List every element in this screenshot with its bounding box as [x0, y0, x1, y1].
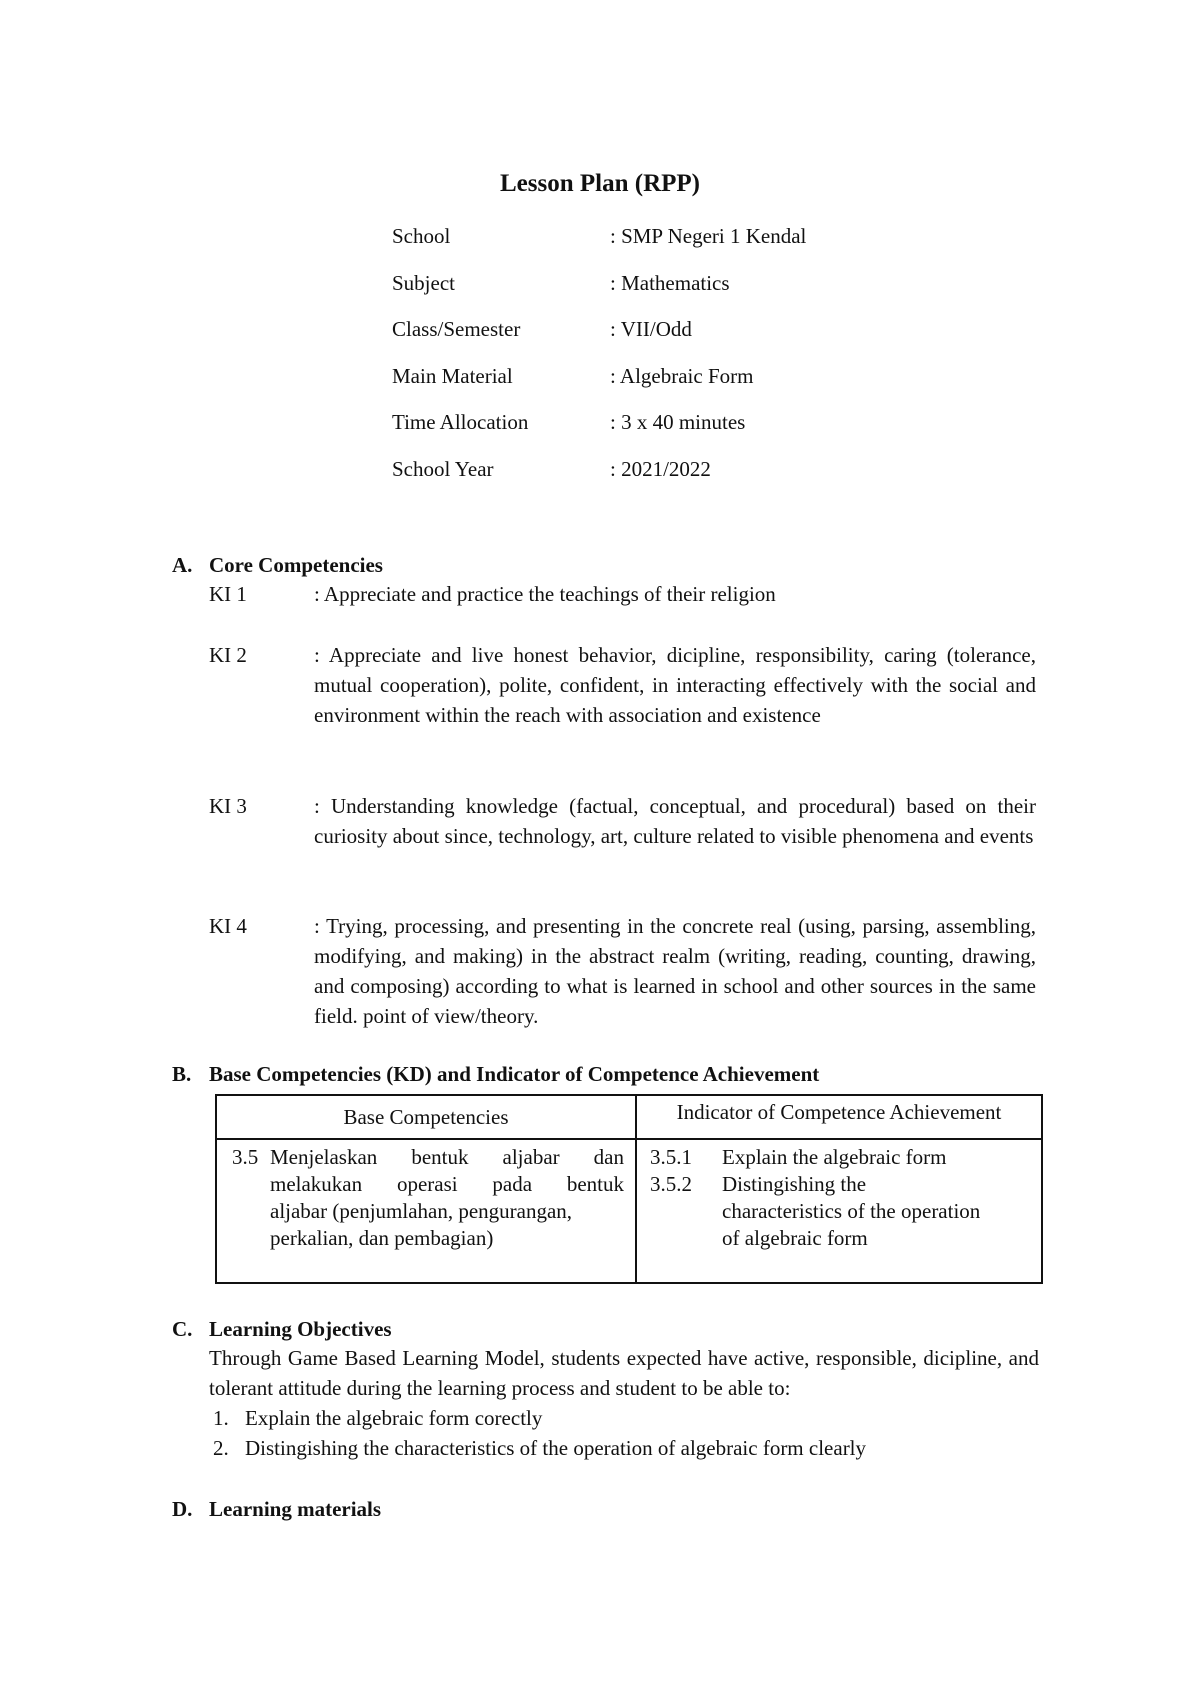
- base-competency-cell: [216, 1139, 636, 1283]
- table-header-base: Base Competencies: [216, 1095, 636, 1139]
- info-label: School Year: [392, 456, 494, 481]
- lesson-info: [392, 224, 1092, 503]
- info-row-school: [392, 224, 1092, 271]
- ki-text: : Appreciate and live honest behavior, dicipline, responsibility, caring (tolerance, mutual cooperation), polite, confident, in interacting effectively with the social and environment within the reach with association and existence: [314, 643, 1036, 727]
- ki-text: : Appreciate and practice the teachings of their religion: [314, 582, 776, 606]
- section-b-title: Base Competencies (KD) and Indicator of Competence Achievement: [209, 1062, 820, 1086]
- section-c-title: Learning Objectives: [209, 1317, 392, 1341]
- section-a-title: Core Competencies: [209, 553, 383, 577]
- info-value: : VII/Odd: [610, 317, 692, 341]
- indicator-cell: [636, 1139, 1042, 1283]
- ki-text: : Understanding knowledge (factual, conceptual, and procedural) based on their curiosity about since, technology, art, culture related to visible phenomena and events: [314, 794, 1036, 848]
- table-header-indicator: Indicator of Competence Achievement: [636, 1095, 1042, 1139]
- table-row: [216, 1139, 1042, 1283]
- info-value: : Mathematics: [610, 270, 730, 295]
- info-row-year: [392, 457, 1092, 504]
- list-text: Explain the algebraic form corectly: [245, 1406, 543, 1430]
- info-value: : 3 x 40 minutes: [610, 410, 746, 434]
- base-line: perkalian, dan pembagian): [270, 1226, 494, 1250]
- indicator-line: Distingishing the: [722, 1172, 867, 1196]
- info-label: School: [392, 224, 451, 248]
- section-a-letter: A.: [172, 553, 193, 577]
- base-line: Menjelaskan bentuk aljabar dan: [270, 1145, 624, 1169]
- section-c-letter: C.: [172, 1317, 193, 1341]
- table-header-row: [216, 1095, 1042, 1139]
- info-label: Main Material: [392, 363, 513, 388]
- ki-label: KI 3: [209, 794, 247, 818]
- info-label: Class/Semester: [392, 317, 521, 341]
- objectives-intro: Through Game Based Learning Model, students expected have active, responsible, dicipline, and tolerant attitude during the learning process and student to be able to:: [209, 1346, 1039, 1400]
- ki-text: : Trying, processing, and presenting in the concrete real (using, parsing, assembling, modifying, and making) in the abstract realm (writing, reading, counting, drawing, and composing) according to what is learned in school and other sources in the same field. point of view/theory.: [314, 914, 1036, 1028]
- info-value: : Algebraic Form: [610, 363, 754, 388]
- info-row-subject: [392, 271, 1092, 318]
- indicator-line: of algebraic form: [722, 1226, 868, 1250]
- info-value: : 2021/2022: [610, 456, 711, 481]
- ki-label: KI 2: [209, 643, 247, 667]
- info-value: : SMP Negeri 1 Kendal: [610, 224, 807, 248]
- indicator-line: Explain the algebraic form: [722, 1145, 947, 1169]
- indicator-line: characteristics of the operation: [722, 1199, 981, 1223]
- base-number: 3.5: [232, 1145, 259, 1169]
- list-text: Distingishing the characteristics of the operation of algebraic form clearly: [245, 1436, 867, 1460]
- ki-label: KI 4: [209, 914, 247, 938]
- section-d-letter: D.: [172, 1497, 193, 1521]
- base-line: aljabar (penjumlahan, pengurangan,: [270, 1199, 573, 1223]
- info-label: Time Allocation: [392, 410, 529, 434]
- list-number: 1.: [213, 1406, 229, 1430]
- ki-label: KI 1: [209, 582, 247, 606]
- info-row-material: [392, 364, 1092, 411]
- competency-table: [215, 1094, 1043, 1284]
- info-label: Subject: [392, 270, 455, 295]
- section-d-title: Learning materials: [209, 1497, 382, 1521]
- indicator-number: 3.5.2: [650, 1172, 692, 1196]
- info-row-time: [392, 410, 1092, 457]
- page-title: Lesson Plan (RPP): [500, 170, 700, 197]
- info-row-class: [392, 317, 1092, 364]
- list-number: 2.: [213, 1436, 229, 1460]
- section-b-letter: B.: [172, 1062, 192, 1086]
- indicator-number: 3.5.1: [650, 1145, 692, 1169]
- base-line: melakukan operasi pada bentuk: [270, 1172, 624, 1196]
